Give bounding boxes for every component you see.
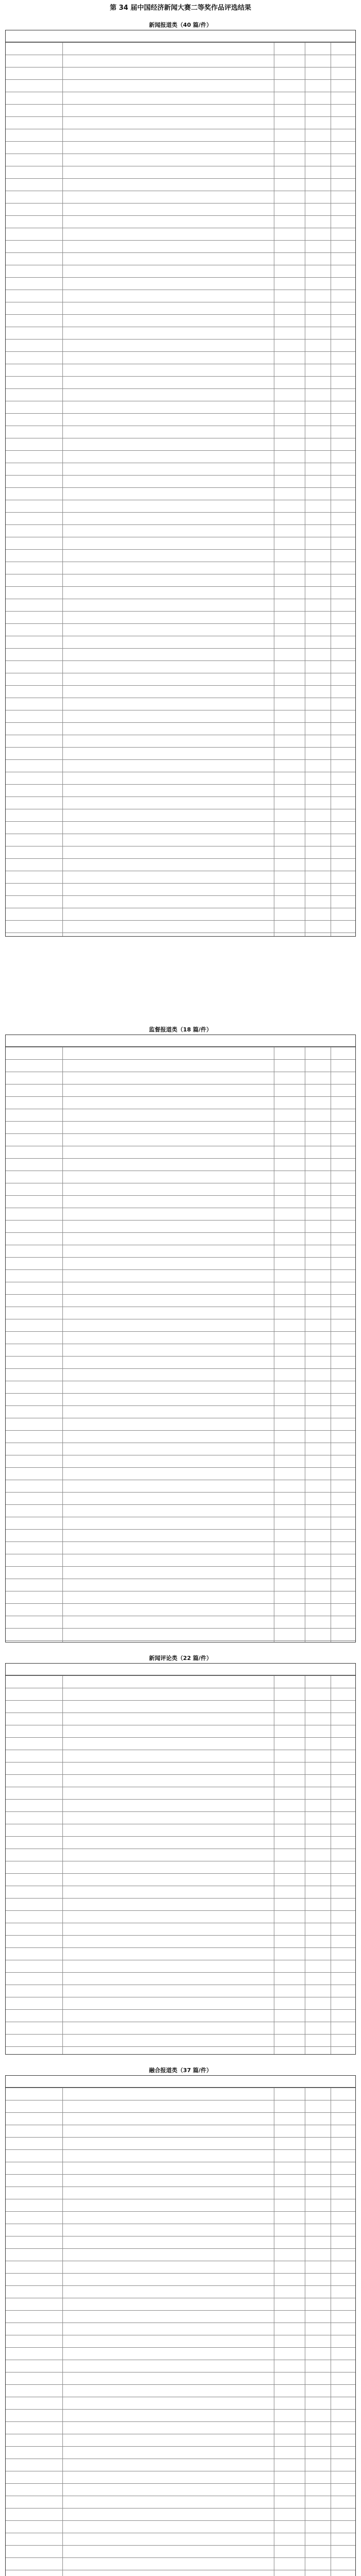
- section-supervision-reports: [5, 1025, 356, 1642]
- section-heading: 新闻报道类（40 篇/件）: [149, 22, 212, 28]
- table-header-row: [6, 1035, 355, 1047]
- table-header-row: [6, 30, 355, 42]
- column-divider: [62, 1035, 63, 1642]
- column-divider: [62, 2076, 63, 2576]
- section-commentary: [5, 1654, 356, 2055]
- section-heading: 新闻评论类（22 篇/件）: [149, 1655, 212, 1662]
- section-converged-reports: [5, 2066, 356, 2576]
- table-header-row: [6, 2076, 355, 2088]
- table-header-row: [6, 1664, 355, 1675]
- results-table: [5, 2075, 356, 2576]
- results-table: [5, 1035, 356, 1642]
- section-news-reports: [5, 21, 356, 937]
- column-divider: [62, 1664, 63, 2054]
- results-table: [5, 1663, 356, 2055]
- results-table: [5, 30, 356, 937]
- section-heading: 监督报道类（18 篇/件）: [149, 1026, 212, 1033]
- document-title: 第 34 届中国经济新闻大赛二等奖作品评选结果: [109, 4, 252, 12]
- column-divider: [62, 30, 63, 936]
- section-heading: 融合报道类（37 篇/件）: [149, 2067, 212, 2074]
